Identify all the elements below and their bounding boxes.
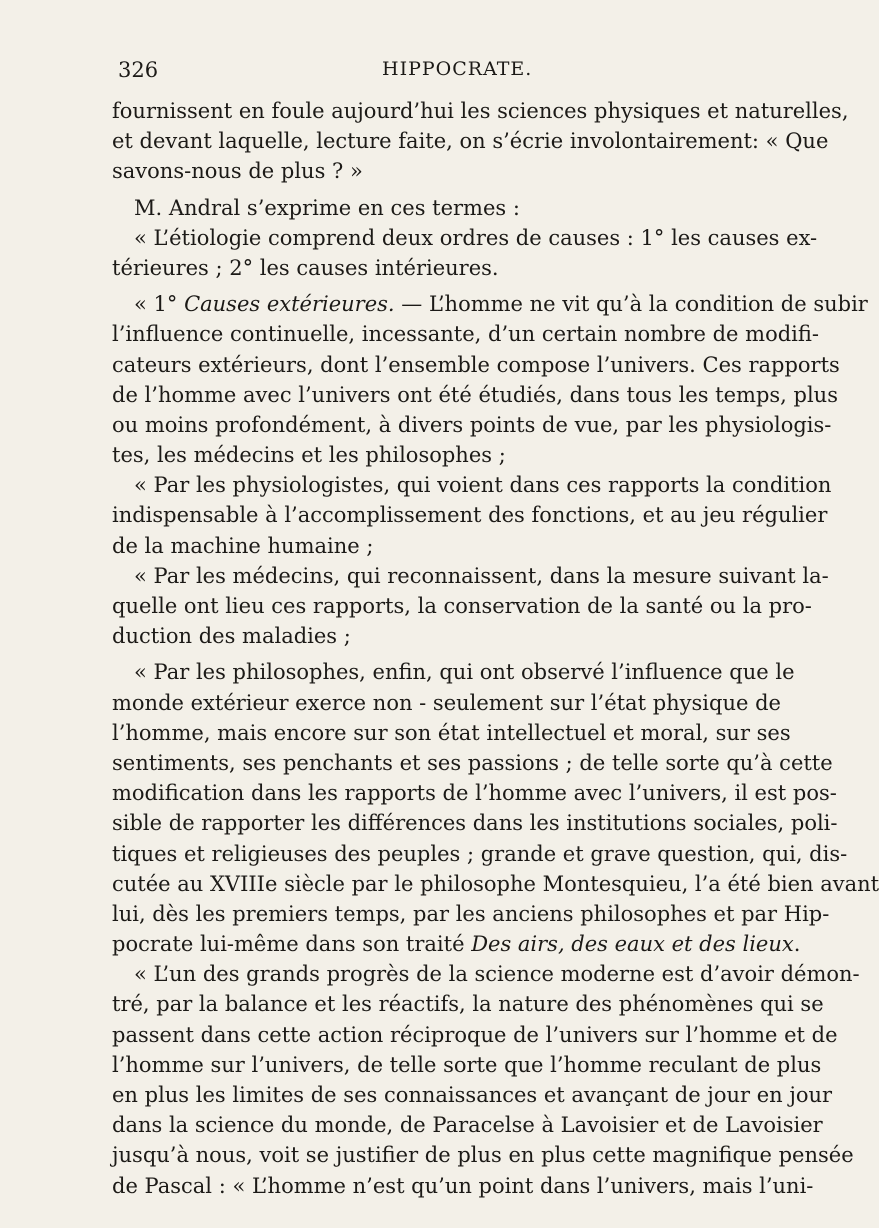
text-line: « Par les médecins, qui reconnaissent, dans la mesure suivant la- (134, 563, 829, 588)
text-line: tes, les médecins et les philosophes ; (112, 443, 506, 468)
text-line: l’homme, mais encore sur son état intellectuel et moral, sur ses (112, 720, 791, 745)
italic-text: Causes extérieures. (184, 292, 395, 317)
text-line: passent dans cette action réciproque de l’univers sur l’homme et de (112, 1022, 838, 1047)
body-text (112, 96, 879, 1201)
text-line (112, 289, 868, 319)
text-line: en plus les limites de ses connaissances et avançant de jour en jour (112, 1083, 833, 1107)
text-line: indispensable à l’accomplissement des fonctions, et au jeu régulier (112, 503, 828, 528)
running-head: HIPPOCRATE. (382, 58, 533, 80)
page-header (118, 58, 764, 88)
text-line: fournissent en foule aujourd’hui les sciences physiques et naturelles, (112, 99, 849, 123)
text-line: quelle ont lieu ces rapports, la conservation de la santé ou la pro- (112, 594, 812, 618)
text-line: tré, par la balance et les réactifs, la nature des phénomènes qui se (112, 992, 824, 1017)
text-segment: — L’homme ne vit qu’à la condition de subir (394, 292, 868, 317)
text-line: de la machine humaine ; (112, 533, 374, 558)
text-line: l’influence continuelle, incessante, d’un certain nombre de modifi- (112, 322, 819, 347)
text-line: cateurs extérieurs, dont l’ensemble compose l’univers. Ces rapports (112, 352, 840, 377)
text-line: lui, dès les premiers temps, par les anciens philosophes et par Hip- (112, 901, 830, 926)
text-line: sible de rapporter les différences dans les institutions sociales, poli- (112, 811, 838, 836)
text-line: jusqu’à nous, voit se justifier de plus en plus cette magnifique pensée (112, 1143, 854, 1168)
text-line: et devant laquelle, lecture faite, on s’écrie involontairement: « Que (112, 129, 829, 154)
text-line: « Par les physiologistes, qui voient dans ces rapports la condition (134, 473, 832, 498)
text-line: tiques et religieuses des peuples ; grande et grave question, qui, dis- (112, 841, 848, 866)
text-line: cutée au XVIIIe siècle par le philosophe Montesquieu, l’a été bien avant (112, 871, 879, 896)
text-line: « L’étiologie comprend deux ordres de causes : 1° les causes ex- (134, 225, 818, 250)
text-line: « L’un des grands progrès de la science moderne est d’avoir démon- (134, 962, 860, 987)
text-line: de l’homme avec l’univers ont été étudiés, dans tous les temps, plus (112, 382, 838, 407)
text-line: savons-nous de plus ? » (112, 159, 363, 184)
text-line: sentiments, ses penchants et ses passions ; de telle sorte qu’à cette (112, 750, 833, 775)
text-line: M. Andral s’exprime en ces termes : (134, 195, 520, 220)
text-segment: pocrate lui-même dans son traité (112, 932, 472, 957)
text-line: modification dans les rapports de l’homme avec l’univers, il est pos- (112, 781, 837, 806)
text-line: ou moins profondément, à divers points de vue, par les physiologis- (112, 412, 832, 437)
text-line: duction des maladies ; (112, 624, 351, 649)
text-line (112, 929, 801, 959)
text-line: « Par les philosophes, enfin, qui ont observé l’influence que le (134, 660, 795, 685)
italic-text: Des airs, des eaux et des lieux (471, 932, 794, 957)
text-line: dans la science du monde, de Paracelse à Lavoisier et de Lavoisier (112, 1113, 823, 1138)
text-segment: « 1° (134, 292, 185, 317)
text-line: l’homme sur l’univers, de telle sorte que l’homme reculant de plus (112, 1052, 822, 1077)
text-line: de Pascal : « L’homme n’est qu’un point dans l’univers, mais l’uni- (112, 1173, 814, 1198)
text-line: monde extérieur exerce non - seulement sur l’état physique de (112, 690, 781, 715)
text-line: térieures ; 2° les causes intérieures. (112, 255, 499, 280)
page-number: 326 (118, 58, 159, 82)
text-segment: . (793, 932, 801, 957)
